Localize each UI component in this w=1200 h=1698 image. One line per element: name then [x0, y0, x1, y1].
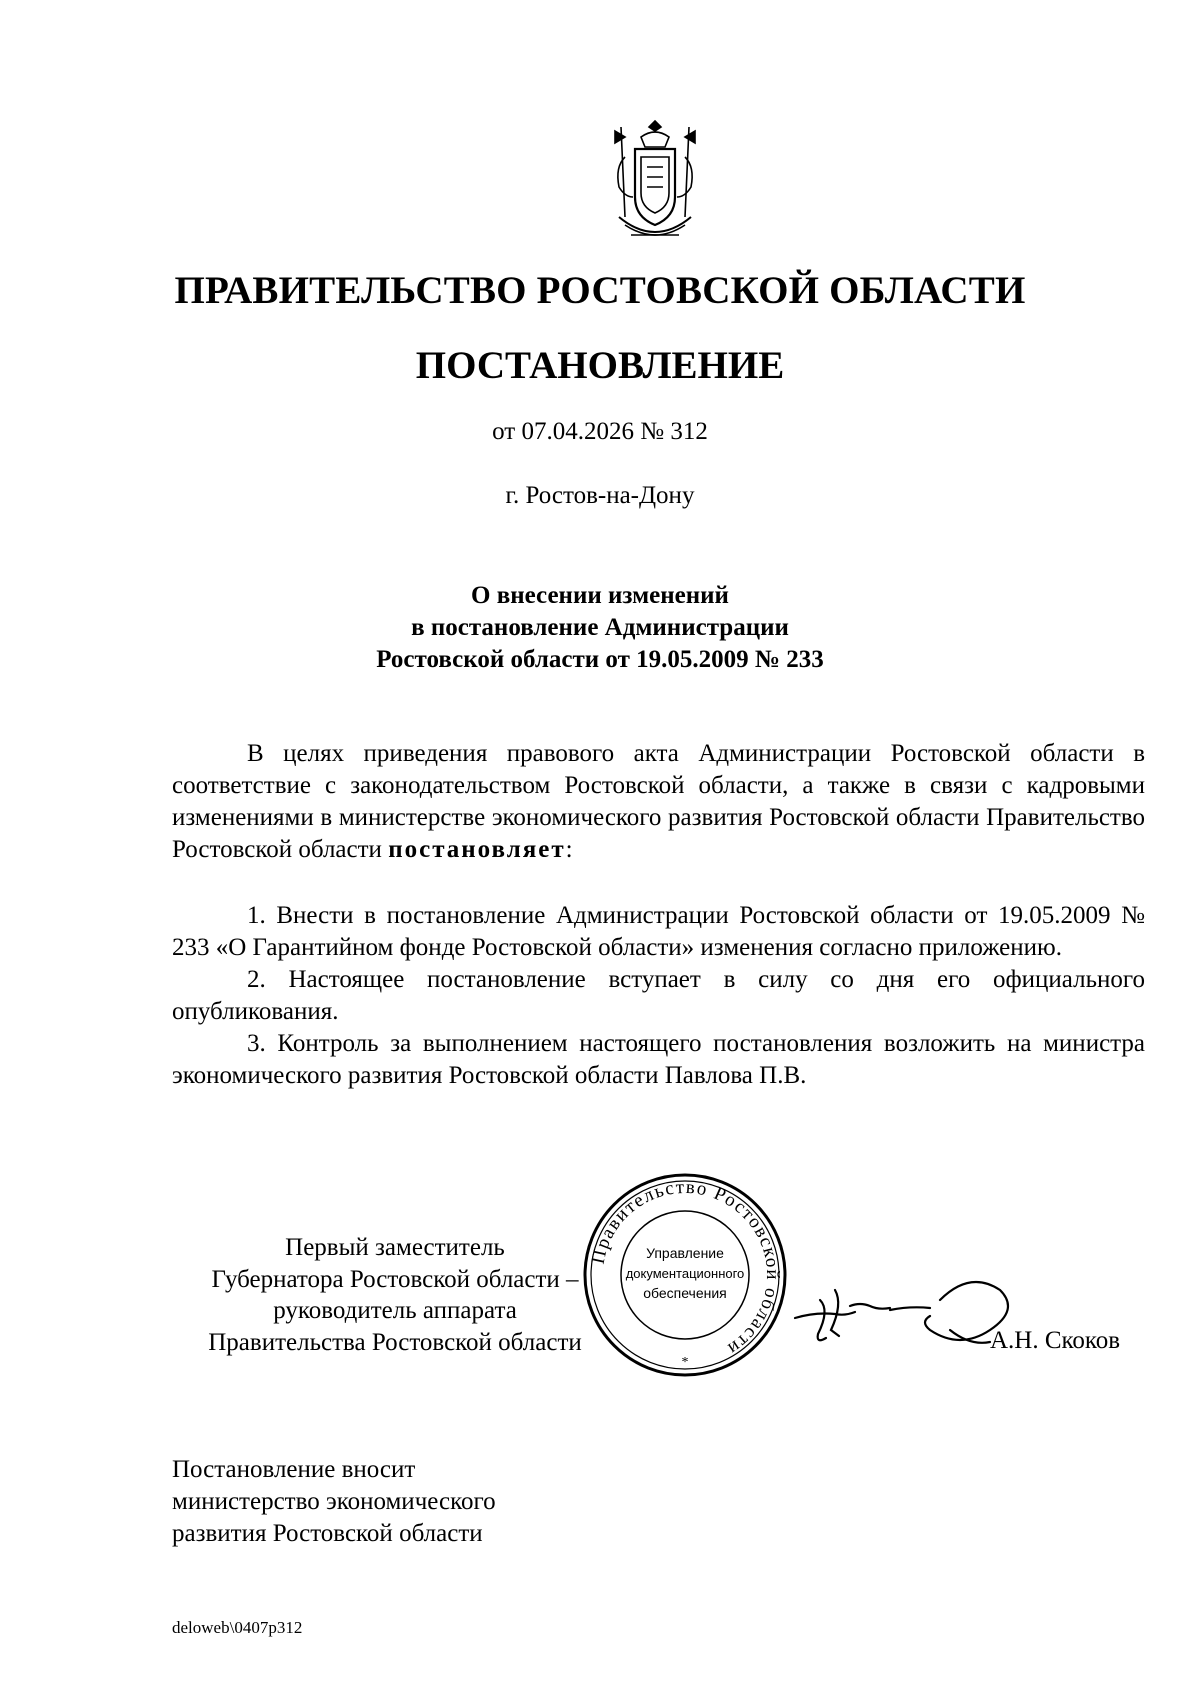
- subject-line: Ростовской области от 19.05.2009 № 233: [376, 646, 824, 673]
- city: г. Ростов-на-Дону: [505, 482, 695, 509]
- document-type: ПОСТАНОВЛЕНИЕ: [415, 344, 785, 387]
- subject-line: в постановление Администрации: [411, 614, 789, 641]
- preamble-keyword: постановляет: [388, 836, 566, 863]
- date-number: от 07.04.2026 № 312: [492, 418, 708, 445]
- position-line: руководитель аппарата: [273, 1297, 517, 1324]
- preamble: [172, 738, 1145, 866]
- seal-ring-text: Правительство Ростовской области: [587, 1176, 784, 1360]
- organization-title: ПРАВИТЕЛЬСТВО РОСТОВСКОЙ ОБЛАСТИ: [174, 269, 1026, 312]
- position-line: Правительства Ростовской области: [208, 1328, 582, 1356]
- resolution-items: [172, 900, 1145, 1092]
- resolution-item: 2. Настоящее постановление вступает в силу со дня его официального опубликования.: [172, 966, 1145, 1025]
- handwritten-signature-icon: [790, 1270, 1020, 1350]
- seal-center-line: документационного: [625, 1266, 745, 1281]
- introduced-line: министерство экономического: [172, 1488, 496, 1515]
- resolution-item: 1. Внести в постановление Администрации Ростовской области от 19.05.2009 № 233 «О Гарантийном фонде Ростовской области» изменения согласно приложению.: [172, 902, 1145, 961]
- position-line: Губернатора Ростовской области –: [211, 1265, 579, 1293]
- resolution-item: 3. Контроль за выполнением настоящего постановления возложить на министра экономического развития Ростовской области Павлова П.В.: [172, 1030, 1145, 1089]
- preamble-suffix: :: [565, 836, 573, 863]
- seal-center-line: обеспечения: [643, 1285, 727, 1301]
- introduced-line: развития Ростовской области: [172, 1520, 483, 1547]
- coat-of-arms-icon: [601, 117, 709, 247]
- document-subject: [0, 580, 1200, 676]
- official-seal-icon: [580, 1170, 790, 1380]
- svg-text:*: *: [681, 1355, 689, 1370]
- introduced-by: [172, 1454, 496, 1550]
- position-line: Первый заместитель: [285, 1234, 505, 1261]
- document-code: deloweb\0407p312: [172, 1618, 303, 1637]
- preamble-text: В целях приведения правового акта Администрации Ростовской области в соответствие с законодательством Ростовской области, а также в связи с кадровыми изменениями в министерстве экономического развития Ростовской области Правительство Ростовской области: [172, 740, 1145, 863]
- signatory-name: А.Н. Скоков: [990, 1327, 1121, 1354]
- subject-line: О внесении изменений: [471, 582, 729, 609]
- signatory-position: [170, 1232, 620, 1358]
- introduced-line: Постановление вносит: [172, 1456, 416, 1483]
- seal-center-line: Управление: [646, 1245, 724, 1261]
